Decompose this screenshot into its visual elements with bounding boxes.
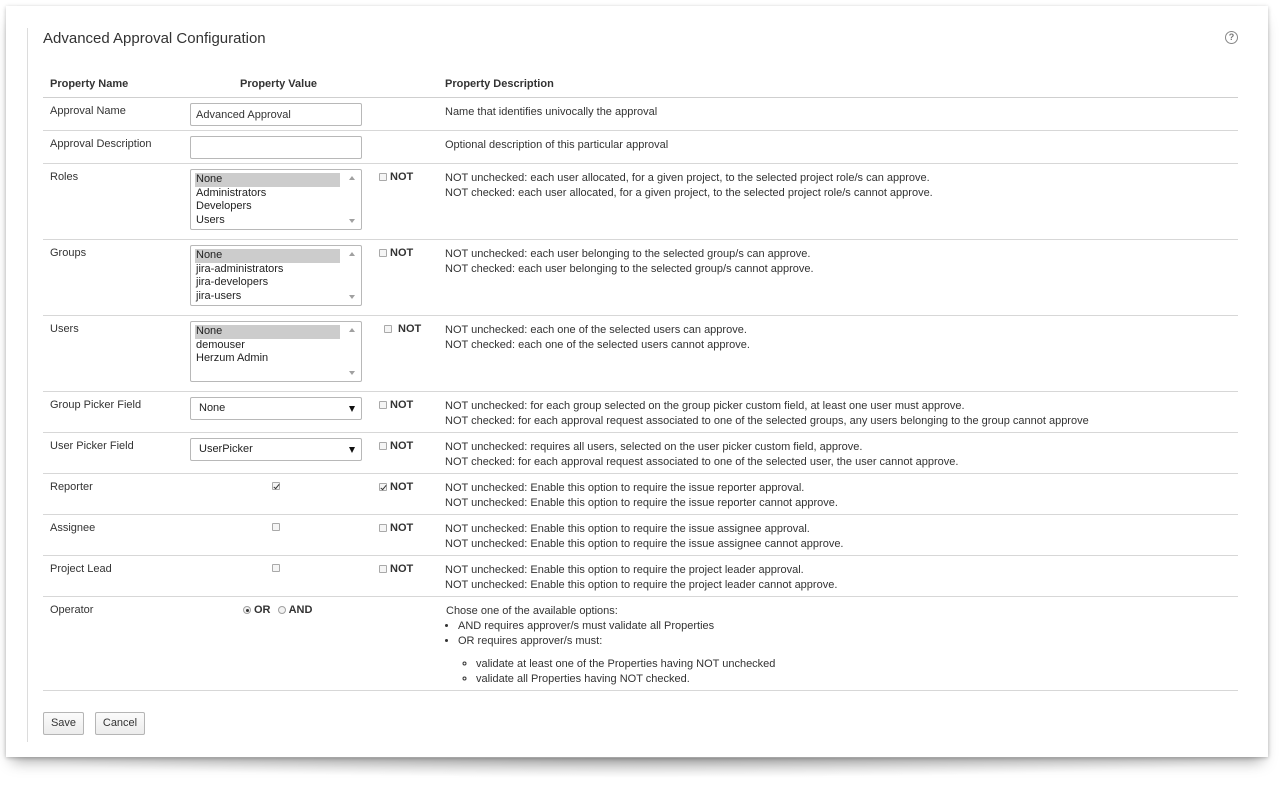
scroll-up-arrow-icon[interactable]	[349, 176, 355, 180]
users-listbox[interactable]	[190, 321, 362, 382]
list-item[interactable]: jira-users	[196, 289, 242, 302]
user-picker-not-checkbox[interactable]	[379, 442, 387, 450]
scroll-down-arrow-icon[interactable]	[349, 371, 355, 375]
not-label: NOT	[390, 440, 414, 452]
desc-line: NOT unchecked: for each group selected on the group picker custom field, at least one user must approve.	[445, 400, 965, 412]
list-item[interactable]: Developers	[196, 200, 252, 212]
row-operator	[43, 597, 1238, 691]
row-label: User Picker Field	[50, 440, 134, 452]
reporter-not-option	[379, 481, 413, 493]
operator-and-option[interactable]	[278, 604, 313, 616]
table-header	[43, 76, 1238, 98]
list-item[interactable]: jira-developers	[196, 276, 269, 288]
page-title: Advanced Approval Configuration	[43, 30, 266, 47]
desc-line: NOT unchecked: Enable this option to require the issue assignee approval.	[445, 523, 810, 535]
list-item: ◦ validate all Properties having NOT checked.	[476, 672, 775, 687]
header-property-value: Property Value	[240, 78, 318, 90]
assignee-not-option	[379, 522, 413, 534]
row-assignee	[43, 515, 1238, 556]
user-picker-not-option	[379, 440, 413, 452]
caret-down-icon	[349, 447, 355, 453]
list-item[interactable]: jira-administrators	[196, 262, 284, 275]
desc-line: Name that identifies univocally the approval	[445, 106, 658, 118]
desc-line: NOT checked: each user belonging to the selected group/s cannot approve.	[445, 263, 814, 275]
operator-or-option[interactable]	[243, 604, 271, 616]
scroll-down-arrow-icon[interactable]	[349, 295, 355, 299]
scroll-up-arrow-icon[interactable]	[349, 252, 355, 256]
row-reporter	[43, 474, 1238, 515]
operator-and-radio[interactable]	[278, 606, 286, 614]
groups-not-checkbox[interactable]	[379, 249, 387, 257]
row-description	[445, 247, 814, 277]
row-groups	[43, 240, 1238, 316]
caret-down-icon	[349, 406, 355, 412]
row-project-lead	[43, 556, 1238, 597]
not-label: NOT	[390, 522, 414, 534]
row-roles	[43, 164, 1238, 240]
scroll-up-arrow-icon[interactable]	[349, 328, 355, 332]
row-description	[445, 522, 844, 552]
project-lead-checkbox[interactable]	[272, 564, 280, 572]
list-item[interactable]: Users	[196, 213, 225, 226]
row-label: Assignee	[50, 522, 96, 534]
group-picker-select[interactable]	[190, 397, 362, 420]
save-button[interactable]: Save	[43, 712, 84, 735]
row-label: Project Lead	[50, 563, 112, 575]
row-description	[445, 481, 838, 511]
row-group-picker-field	[43, 392, 1238, 433]
row-label: Reporter	[50, 481, 93, 493]
not-label: NOT	[390, 481, 414, 493]
desc-line: Optional description of this particular approval	[445, 139, 669, 151]
list-item[interactable]: None	[195, 173, 340, 187]
question-circle-icon[interactable]: ?	[1225, 31, 1238, 44]
roles-not-checkbox[interactable]	[379, 173, 387, 181]
roles-listbox[interactable]	[190, 169, 362, 230]
desc-line: NOT unchecked: Enable this option to require the project leader approval.	[445, 564, 804, 576]
radio-label: OR	[254, 604, 271, 616]
left-divider	[27, 28, 28, 742]
not-label: NOT	[390, 563, 414, 575]
row-description	[445, 399, 1089, 429]
properties-table	[43, 76, 1238, 691]
row-user-picker-field	[43, 433, 1238, 474]
project-lead-not-option	[379, 563, 413, 575]
approval-name-input[interactable]	[190, 103, 362, 126]
scrollbar[interactable]	[344, 322, 361, 381]
desc-line: NOT unchecked: requires all users, selected on the user picker custom field, approve.	[445, 441, 863, 453]
row-label: Approval Name	[50, 105, 126, 117]
row-description	[445, 105, 657, 120]
scroll-down-arrow-icon[interactable]	[349, 219, 355, 223]
users-not-option	[384, 323, 421, 335]
row-label: Approval Description	[50, 138, 152, 150]
desc-line: NOT checked: each user allocated, for a given project, to the selected project role/s cannot approve.	[445, 187, 933, 199]
row-description	[445, 171, 933, 201]
desc-line: NOT unchecked: each one of the selected users can approve.	[445, 324, 747, 336]
page-frame	[6, 6, 1268, 757]
page-shadow	[14, 758, 1268, 778]
desc-line: NOT unchecked: Enable this option to require the issue reporter approval.	[445, 482, 805, 494]
desc-line: NOT checked: for each approval request associated to one of the selected user, the user cannot approve.	[445, 456, 959, 468]
header-property-name: Property Name	[50, 78, 129, 90]
group-picker-not-checkbox[interactable]	[379, 401, 387, 409]
row-description	[445, 563, 837, 593]
assignee-checkbox[interactable]	[272, 523, 280, 531]
row-approval-description	[43, 131, 1238, 164]
cancel-button[interactable]: Cancel	[95, 712, 145, 735]
reporter-checkbox[interactable]	[272, 482, 280, 490]
operator-or-radio[interactable]	[243, 606, 251, 614]
row-description	[445, 323, 750, 353]
operator-radio-group	[243, 604, 316, 616]
not-label: NOT	[390, 171, 414, 183]
row-label: Group Picker Field	[50, 399, 142, 411]
list-item: ◦ validate at least one of the Properties having NOT unchecked	[476, 657, 775, 672]
list-item[interactable]: None	[195, 325, 340, 339]
row-label: Roles	[50, 171, 79, 183]
row-users	[43, 316, 1238, 392]
row-label: Operator	[50, 604, 94, 616]
list-item[interactable]: Herzum Admin	[196, 352, 269, 364]
approval-description-input[interactable]	[190, 136, 362, 159]
row-description	[446, 604, 775, 687]
list-item[interactable]: None	[195, 249, 340, 263]
groups-not-option	[379, 247, 413, 259]
select-value: UserPicker	[199, 443, 253, 455]
groups-listbox[interactable]	[190, 245, 362, 306]
row-label: Groups	[50, 247, 87, 259]
select-value: None	[199, 402, 226, 414]
row-approval-name	[43, 98, 1238, 131]
desc-line: NOT unchecked: Enable this option to require the project leader cannot approve.	[445, 579, 838, 591]
row-label: Users	[50, 323, 79, 335]
reporter-not-checkbox[interactable]	[379, 483, 387, 491]
roles-not-option	[379, 171, 413, 183]
row-description	[445, 138, 668, 153]
not-label: NOT	[390, 399, 414, 411]
user-picker-select[interactable]	[190, 438, 362, 461]
not-label: NOT	[390, 247, 414, 259]
desc-line: Chose one of the available options:	[446, 605, 618, 617]
project-lead-not-checkbox[interactable]	[379, 565, 387, 573]
desc-line: NOT unchecked: Enable this option to require the issue assignee cannot approve.	[445, 538, 844, 550]
list-item: • OR requires approver/s must:	[458, 634, 775, 649]
users-not-checkbox[interactable]	[384, 325, 392, 333]
desc-line: NOT checked: for each approval request associated to one of the selected groups, any users belonging to the group cannot approve	[445, 415, 1089, 427]
list-item: • AND requires approver/s must validate all Properties	[458, 619, 775, 634]
radio-label: AND	[288, 604, 313, 616]
scrollbar[interactable]	[344, 170, 361, 229]
scrollbar[interactable]	[344, 246, 361, 305]
desc-line: NOT unchecked: each user belonging to the selected group/s can approve.	[445, 248, 811, 260]
not-label: NOT	[398, 323, 422, 335]
row-description	[445, 440, 958, 470]
desc-line: NOT unchecked: each user allocated, for a given project, to the selected project role/s can approve.	[445, 172, 930, 184]
desc-line: NOT checked: each one of the selected users cannot approve.	[445, 339, 750, 351]
assignee-not-checkbox[interactable]	[379, 524, 387, 532]
header-property-description: Property Description	[445, 78, 554, 90]
desc-line: NOT unchecked: Enable this option to require the issue reporter cannot approve.	[445, 497, 838, 509]
group-picker-not-option	[379, 399, 413, 411]
list-item[interactable]: demouser	[196, 338, 245, 351]
list-item[interactable]: Administrators	[196, 186, 267, 199]
